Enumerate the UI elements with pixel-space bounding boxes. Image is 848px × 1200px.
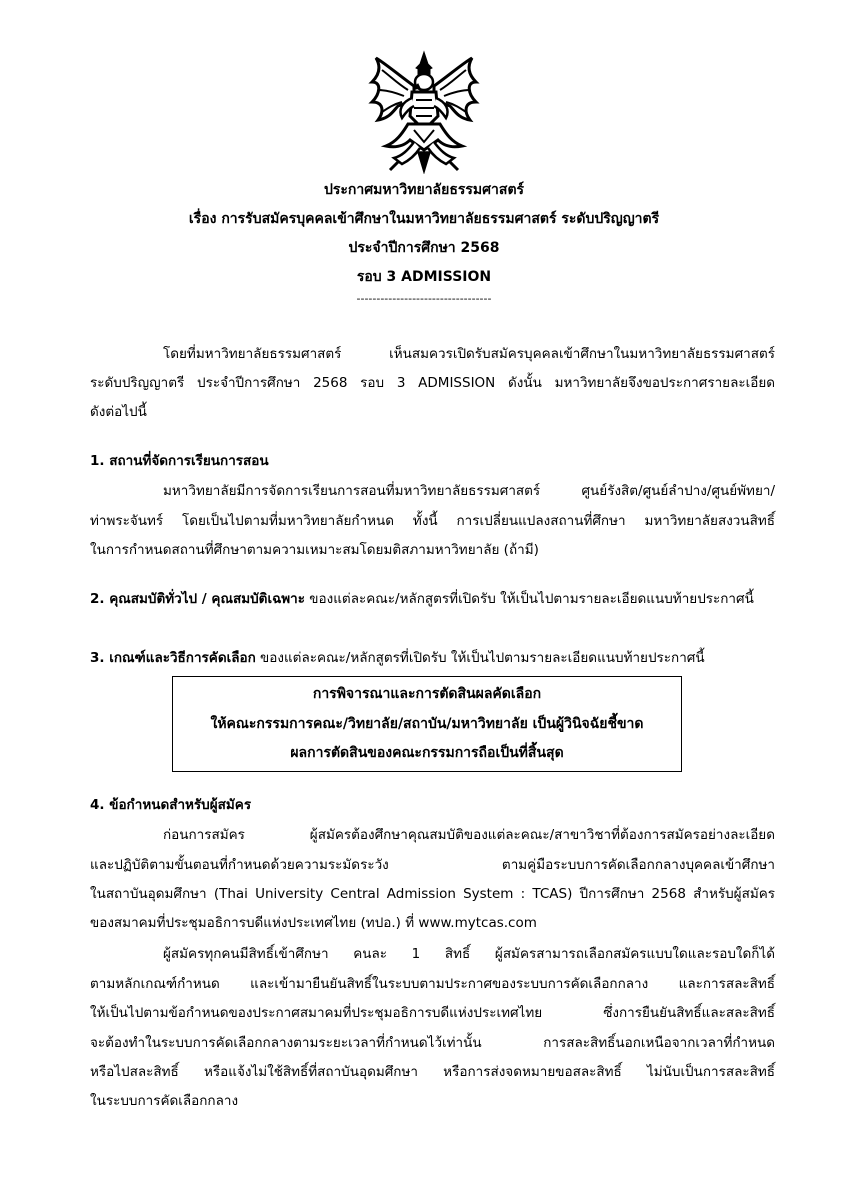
intro-line-1: โดยที่มหาวิทยาลัยธรรมศาสตร์ เห็นสมควรเปิดรับสมัครบุคคลเข้าศึกษาในมหาวิทยาลัยธรรมศาสตร์ [163, 346, 775, 362]
section-1-line-1: มหาวิทยาลัยมีการจัดการเรียนการสอนที่มหาวิทยาลัยธรรมศาสตร์ ศูนย์รังสิต/ศูนย์ลำปาง/ศูนย์พัทยา/ [163, 483, 775, 499]
section-4-para-2-line-2: ตามหลักเกณฑ์กำหนด และเข้ามายืนยันสิทธิ์ในระบบตามประกาศของระบบการคัดเลือกกลาง และการสละสิทธิ์ [90, 976, 775, 992]
section-3-heading: 3. เกณฑ์และวิธีการคัดเลือก [90, 650, 256, 666]
section-2-heading: 2. คุณสมบัติทั่วไป / คุณสมบัติเฉพาะ [90, 591, 305, 607]
section-2-text: ของแต่ละคณะ/หลักสูตรที่เปิดรับ ให้เป็นไปตามรายละเอียดแนบท้ายประกาศนี้ [305, 591, 754, 607]
decision-notice-line-1: การพิจารณาและการตัดสินผลคัดเลือก [312, 686, 542, 702]
section-4-para-2-line-4: จะต้องทำในระบบการคัดเลือกกลางตามระยะเวลาที่กำหนดไว้เท่านั้น การสละสิทธิ์นอกเหนือจากเวลาที่กำหนด [90, 1035, 775, 1051]
section-1-heading: 1. สถานที่จัดการเรียนการสอน [90, 453, 269, 469]
section-1-line-2: ท่าพระจันทร์ โดยเป็นไปตามที่มหาวิทยาลัยกำหนด ทั้งนี้ การเปลี่ยนแปลงสถานที่ศึกษา มหาวิทยาลัยสงวนสิทธิ์ [90, 513, 775, 529]
announcement-title: ประกาศมหาวิทยาลัยธรรมศาสตร์ [323, 182, 525, 198]
decision-notice-box [172, 676, 682, 772]
section-3 [90, 649, 705, 667]
section-4-para-2-line-6: ในระบบการคัดเลือกกลาง [90, 1093, 239, 1109]
section-3-text: ของแต่ละคณะ/หลักสูตรที่เปิดรับ ให้เป็นไปตามรายละเอียดแนบท้ายประกาศนี้ [255, 650, 705, 666]
garuda-emblem-icon [368, 50, 480, 174]
section-4-para-1-line-4: ของสมาคมที่ประชุมอธิการบดีแห่งประเทศไทย (ทปอ.) ที่ www.mytcas.com [90, 915, 537, 931]
section-4-para-1-line-3: ในสถาบันอุดมศึกษา (Thai University Central Admission System : TCAS) ปีการศึกษา 2568 สำหรับผู้สมัคร [90, 886, 775, 902]
intro-line-2: ระดับปริญญาตรี ประจำปีการศึกษา 2568 รอบ 3 ADMISSION ดังนั้น มหาวิทยาลัยจึงขอประกาศรายละเอียด [90, 375, 775, 391]
section-4-para-1-line-1: ก่อนการสมัคร ผู้สมัครต้องศึกษาคุณสมบัติของแต่ละคณะ/สาขาวิชาที่ต้องการสมัครอย่างละเอียด [163, 827, 775, 843]
section-4-para-1-line-2: และปฏิบัติตามขั้นตอนที่กำหนดด้วยความระมัดระวัง ตามคู่มือระบบการคัดเลือกกลางบุคคลเข้าศึกษา [90, 857, 775, 873]
section-4-para-2-line-5: หรือไปสละสิทธิ์ หรือแจ้งไม่ใช้สิทธิ์ที่สถาบันอุดมศึกษา หรือการส่งจดหมายขอสละสิทธิ์ ไม่นับเป็นการสละสิทธิ์ [90, 1064, 775, 1080]
section-4-para-2-line-3: ให้เป็นไปตามข้อกำหนดของประกาศสมาคมที่ประชุมอธิการบดีแห่งประเทศไทย ซึ่งการยืนยันสิทธิ์และสละสิทธิ์ [90, 1005, 775, 1021]
section-4-heading: 4. ข้อกำหนดสำหรับผู้สมัคร [90, 797, 252, 813]
section-2 [90, 590, 754, 608]
section-1-line-3: ในการกำหนดสถานที่ศึกษาตามความเหมาะสมโดยมติสภามหาวิทยาลัย (ถ้ามี) [90, 542, 539, 558]
academic-year: ประจำปีการศึกษา 2568 [348, 240, 500, 256]
decision-notice-line-3: ผลการตัดสินของคณะกรรมการถือเป็นที่สิ้นสุด [290, 745, 564, 761]
intro-line-3: ดังต่อไปนี้ [90, 404, 147, 420]
decision-notice-line-2: ให้คณะกรรมการคณะ/วิทยาลัย/สถาบัน/มหาวิทยาลัย เป็นผู้วินิจฉัยชี้ขาด [210, 716, 644, 732]
section-4-para-2-line-1: ผู้สมัครทุกคนมีสิทธิ์เข้าศึกษา คนละ 1 สิทธิ์ ผู้สมัครสามารถเลือกสมัครแบบใดและรอบใดก็ได้ [163, 946, 775, 962]
admission-round: รอบ 3 ADMISSION [356, 269, 492, 285]
heading-divider: ---------------------------------- [356, 292, 492, 305]
announcement-subject: เรื่อง การรับสมัครบุคคลเข้าศึกษาในมหาวิทยาลัยธรรมศาสตร์ ระดับปริญญาตรี [188, 211, 660, 227]
